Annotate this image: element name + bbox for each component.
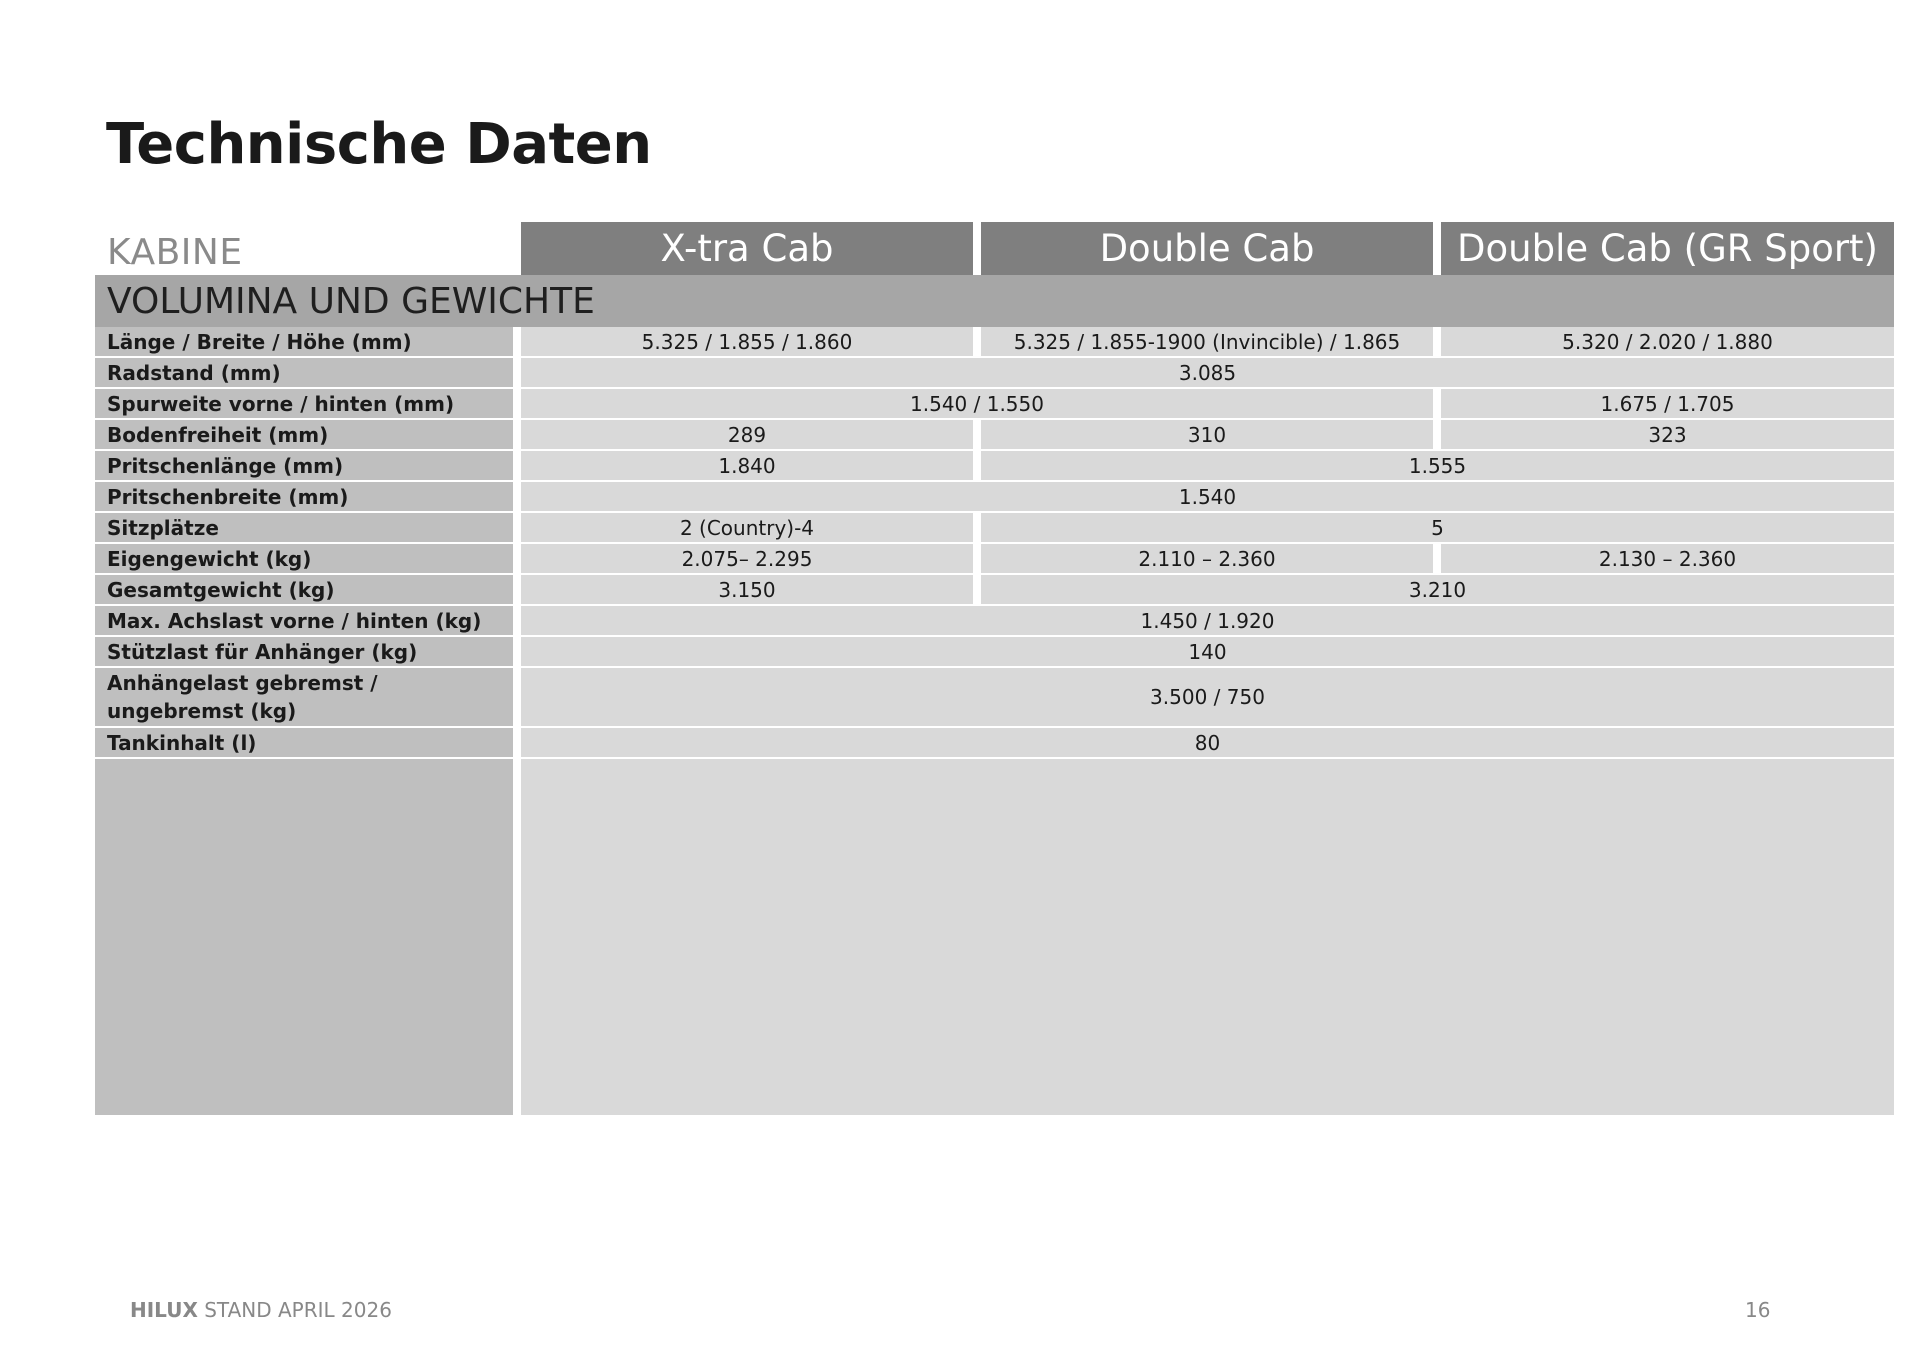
row-value: 3.150 — [521, 575, 973, 606]
row-label: Radstand (mm) — [95, 358, 513, 389]
row-value: 2.110 – 2.360 — [981, 544, 1433, 575]
row-label: Sitzplätze — [95, 513, 513, 544]
row-value: 3.210 — [981, 575, 1894, 606]
row-label: Länge / Breite / Höhe (mm) — [95, 327, 513, 358]
row-value: 289 — [521, 420, 973, 451]
table-corner-label: KABINE — [95, 222, 513, 275]
section-title: VOLUMINA UND GEWICHTE — [95, 275, 1894, 327]
row-label: Pritschenbreite (mm) — [95, 482, 513, 513]
row-value: 5.325 / 1.855-1900 (Invincible) / 1.865 — [981, 327, 1433, 358]
row-value: 80 — [521, 728, 1894, 759]
footer-stand — [130, 1298, 392, 1322]
row-value: 5 — [981, 513, 1894, 544]
row-value: 323 — [1441, 420, 1894, 451]
spec-table — [95, 222, 1886, 1115]
row-value: 1.675 / 1.705 — [1441, 389, 1894, 420]
row-value: 1.555 — [981, 451, 1894, 482]
row-value: 5.320 / 2.020 / 1.880 — [1441, 327, 1894, 358]
row-value: 1.450 / 1.920 — [521, 606, 1894, 637]
row-label: Pritschenlänge (mm) — [95, 451, 513, 482]
row-value: 310 — [981, 420, 1433, 451]
row-value: 1.840 — [521, 451, 973, 482]
column-header-double-cab: Double Cab — [981, 222, 1433, 275]
column-header-xtra-cab: X-tra Cab — [521, 222, 973, 275]
footer-model: HILUX — [130, 1298, 198, 1322]
row-value: 5.325 / 1.855 / 1.860 — [521, 327, 973, 358]
footer-date: STAND APRIL 2026 — [204, 1298, 392, 1322]
row-label: Gesamtgewicht (kg) — [95, 575, 513, 606]
row-label: Stützlast für Anhänger (kg) — [95, 637, 513, 668]
row-value: 3.500 / 750 — [521, 668, 1894, 728]
row-value: 140 — [521, 637, 1894, 668]
row-value: 2 (Country)-4 — [521, 513, 973, 544]
row-value: 1.540 / 1.550 — [521, 389, 1433, 420]
row-label: Bodenfreiheit (mm) — [95, 420, 513, 451]
row-label: Tankinhalt (l) — [95, 728, 513, 759]
row-label: Anhängelast gebremst / ungebremst (kg) — [95, 668, 513, 728]
page-number: 16 — [1745, 1298, 1771, 1322]
empty-value-area — [521, 759, 1894, 1115]
column-header-double-cab-gr-sport: Double Cab (GR Sport) — [1441, 222, 1894, 275]
row-label: Max. Achslast vorne / hinten (kg) — [95, 606, 513, 637]
row-value: 2.130 – 2.360 — [1441, 544, 1894, 575]
row-label: Spurweite vorne / hinten (mm) — [95, 389, 513, 420]
empty-label-area — [95, 759, 513, 1115]
row-label: Eigengewicht (kg) — [95, 544, 513, 575]
row-value: 2.075– 2.295 — [521, 544, 973, 575]
page-title: Technische Daten — [106, 112, 652, 177]
row-value: 1.540 — [521, 482, 1894, 513]
row-value: 3.085 — [521, 358, 1894, 389]
